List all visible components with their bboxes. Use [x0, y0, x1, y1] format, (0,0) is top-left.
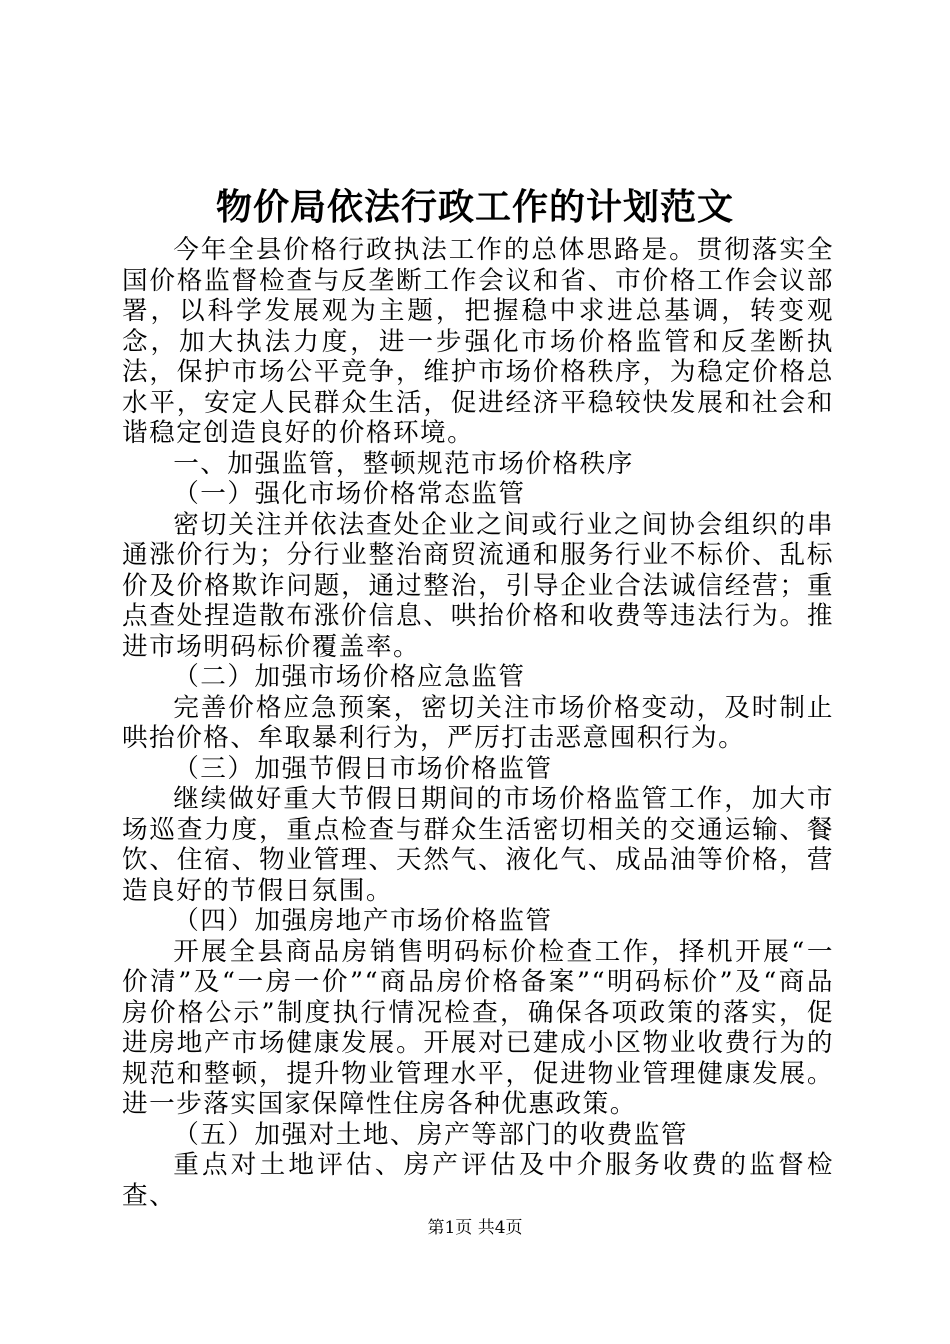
subsection-heading-5: （五）加强对土地、房产等部门的收费监管 [173, 1119, 688, 1150]
subsection-heading-3: （三）加强节假日市场价格监管 [173, 753, 553, 784]
subsection-heading-1: （一）强化市场价格常态监管 [173, 479, 526, 509]
subsection-paragraph-2: 完善价格应急预案，密切关注市场价格变动，及时制止哄抬价格、牟取暴利行为，严厉打击恶意囤积行为。 [122, 692, 834, 753]
subsection-paragraph-1: 密切关注并依法查处企业之间或行业之间协会组织的串通涨价行为；分行业整治商贸流通和服务行业不标价、乱标价及价格欺诈问题，通过整治，引导企业合法诚信经营；重点查处捏造散布涨价信息、哄抬价格和收费等违法行为。推进市场明码标价覆盖率。 [122, 509, 834, 662]
subsection-paragraph-4: 开展全县商品房销售明码标价检查工作，择机开展“一价清”及“一房一价”“商品房价格备案”“明码标价”及“商品房价格公示”制度执行情况检查，确保各项政策的落实，促进房地产市场健康发展。开展对已建成小区物业收费行为的规范和整顿，提升物业管理水平，促进物业管理健康发展。进一步落实国家保障性住房各种优惠政策。 [122, 936, 834, 1119]
page-footer: 第1页 共4页 [427, 1218, 523, 1238]
subsection-heading-4: （四）加强房地产市场价格监管 [173, 906, 553, 936]
subsection-heading-2: （二）加强市场价格应急监管 [173, 662, 526, 692]
document-title: 物价局依法行政工作的计划范文 [215, 186, 734, 228]
subsection-paragraph-5: 重点对土地评估、房产评估及中介服务收费的监督检查、 [122, 1150, 834, 1211]
section-heading-1: 一、加强监管，整顿规范市场价格秩序 [173, 448, 634, 479]
intro-paragraph: 今年全县价格行政执法工作的总体思路是。贯彻落实全国价格监督检查与反垄断工作会议和省、市价格工作会议部署，以科学发展观为主题，把握稳中求进总基调，转变观念，加大执法力度，进一步强化市场价格监管和反垄断执法，保护市场公平竞争，维护市场价格秩序，为稳定价格总水平，安定人民群众生活，促进经济平稳较快发展和社会和谐稳定创造良好的价格环境。 [122, 235, 834, 448]
subsection-paragraph-3: 继续做好重大节假日期间的市场价格监管工作，加大市场巡查力度，重点检查与群众生活密切相关的交通运输、餐饮、住宿、物业管理、天然气、液化气、成品油等价格，营造良好的节假日氛围。 [122, 784, 834, 906]
document-body [122, 235, 834, 1211]
